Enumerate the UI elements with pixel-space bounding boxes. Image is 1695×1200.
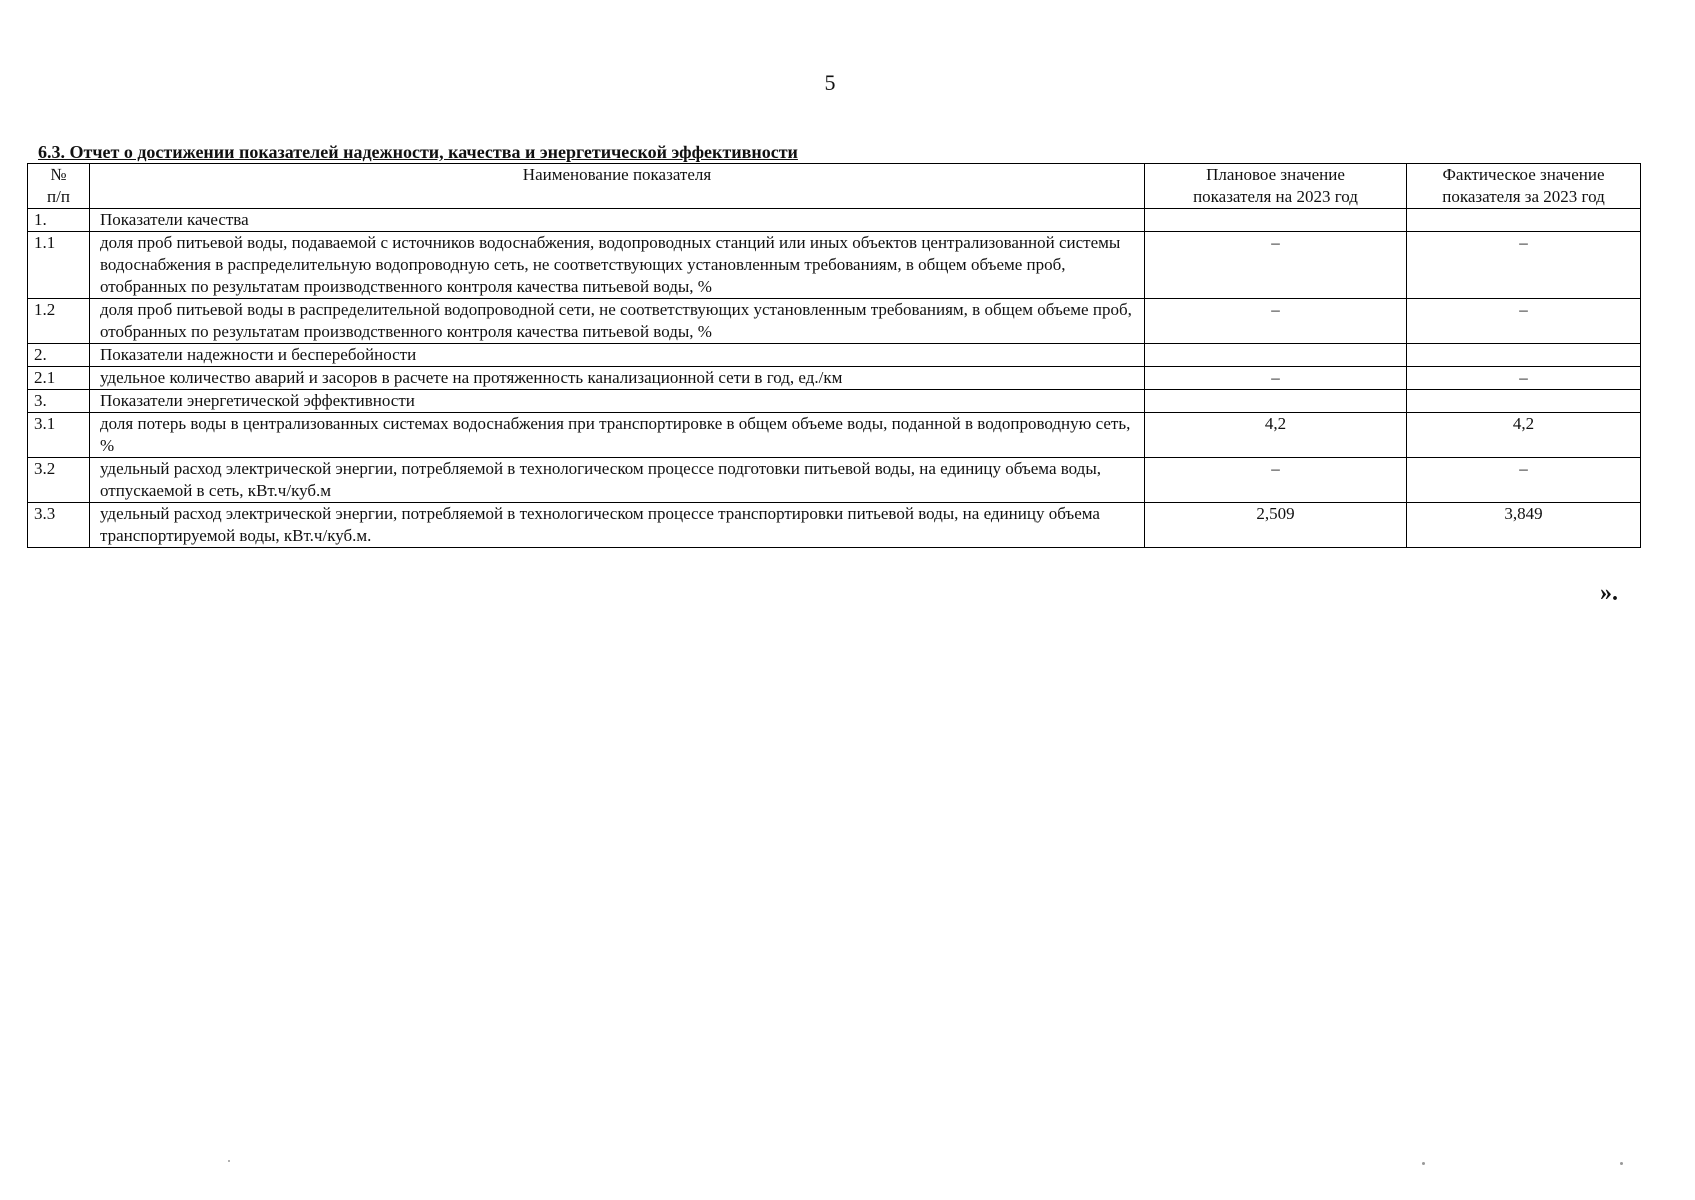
row-fact — [1407, 390, 1641, 413]
row-name: доля проб питьевой воды, подаваемой с источников водоснабжения, водопроводных станций или иных объектов централизованной системы водоснабжения в распределительную водопроводную сеть, не соответствующих установленным требованиям, в общем объеме проб, отобранных по результатам производственного контроля качества питьевой воды, % — [90, 232, 1145, 299]
row-name: удельное количество аварий и засоров в расчете на протяженность канализационной сети в год, ед./км — [90, 367, 1145, 390]
row-name: удельный расход электрической энергии, потребляемой в технологическом процессе подготовки питьевой воды, на единицу объема воды, отпускаемой в сеть, кВт.ч/куб.м — [90, 458, 1145, 503]
table-row — [28, 209, 1641, 232]
header-plan-line2: показателя на 2023 год — [1193, 187, 1358, 206]
row-num: 3.3 — [28, 503, 90, 548]
row-name: Показатели надежности и бесперебойности — [90, 344, 1145, 367]
row-fact: – — [1407, 232, 1641, 299]
header-fact-line1: Фактическое значение — [1442, 165, 1605, 184]
header-plan-line1: Плановое значение — [1206, 165, 1345, 184]
header-num-line2: п/п — [47, 187, 70, 206]
row-name: доля потерь воды в централизованных системах водоснабжения при транспортировке в общем объеме воды, поданной в водопроводную сеть, % — [90, 413, 1145, 458]
row-name: удельный расход электрической энергии, потребляемой в технологическом процессе транспортировки питьевой воды, на единицу объема транспортируемой воды, кВт.ч/куб.м. — [90, 503, 1145, 548]
table-row — [28, 390, 1641, 413]
header-fact-line2: показателя за 2023 год — [1442, 187, 1605, 206]
row-fact: – — [1407, 367, 1641, 390]
row-plan — [1145, 209, 1407, 232]
table-row — [28, 458, 1641, 503]
row-num: 1.2 — [28, 299, 90, 344]
row-num: 3.1 — [28, 413, 90, 458]
indicators-table — [27, 163, 1641, 548]
table-row — [28, 367, 1641, 390]
row-fact: 3,849 — [1407, 503, 1641, 548]
row-plan: – — [1145, 458, 1407, 503]
scan-artifact — [1620, 1162, 1623, 1165]
row-plan — [1145, 344, 1407, 367]
table-row — [28, 413, 1641, 458]
table-header-row — [28, 164, 1641, 209]
table-row — [28, 344, 1641, 367]
row-name: доля проб питьевой воды в распределительной водопроводной сети, не соответствующих установленным требованиям, в общем объеме проб, отобранных по результатам производственного контроля качества питьевой воды, % — [90, 299, 1145, 344]
table-row — [28, 503, 1641, 548]
row-fact: – — [1407, 458, 1641, 503]
header-name-text: Наименование показателя — [522, 165, 712, 184]
row-fact — [1407, 209, 1641, 232]
scan-artifact — [1422, 1162, 1425, 1165]
row-plan: 2,509 — [1145, 503, 1407, 548]
row-plan: 4,2 — [1145, 413, 1407, 458]
row-fact — [1407, 344, 1641, 367]
header-fact — [1407, 164, 1641, 209]
row-num: 2.1 — [28, 367, 90, 390]
header-num — [28, 164, 90, 209]
row-num: 3. — [28, 390, 90, 413]
row-plan — [1145, 390, 1407, 413]
header-plan — [1145, 164, 1407, 209]
row-fact: 4,2 — [1407, 413, 1641, 458]
closing-quote-mark: ». — [1600, 580, 1618, 606]
row-name: Показатели качества — [90, 209, 1145, 232]
scan-artifact — [228, 1160, 230, 1162]
row-plan: – — [1145, 367, 1407, 390]
table-row — [28, 299, 1641, 344]
header-num-line1: № — [50, 165, 67, 184]
table-row — [28, 232, 1641, 299]
row-num: 3.2 — [28, 458, 90, 503]
row-fact: – — [1407, 299, 1641, 344]
header-name — [90, 164, 1145, 209]
row-num: 1. — [28, 209, 90, 232]
row-num: 1.1 — [28, 232, 90, 299]
section-title: 6.3. Отчет о достижении показателей надежности, качества и энергетической эффективности — [38, 142, 798, 162]
row-num: 2. — [28, 344, 90, 367]
row-plan: – — [1145, 232, 1407, 299]
row-plan: – — [1145, 299, 1407, 344]
row-name: Показатели энергетической эффективности — [90, 390, 1145, 413]
page-number: 5 — [824, 70, 836, 95]
